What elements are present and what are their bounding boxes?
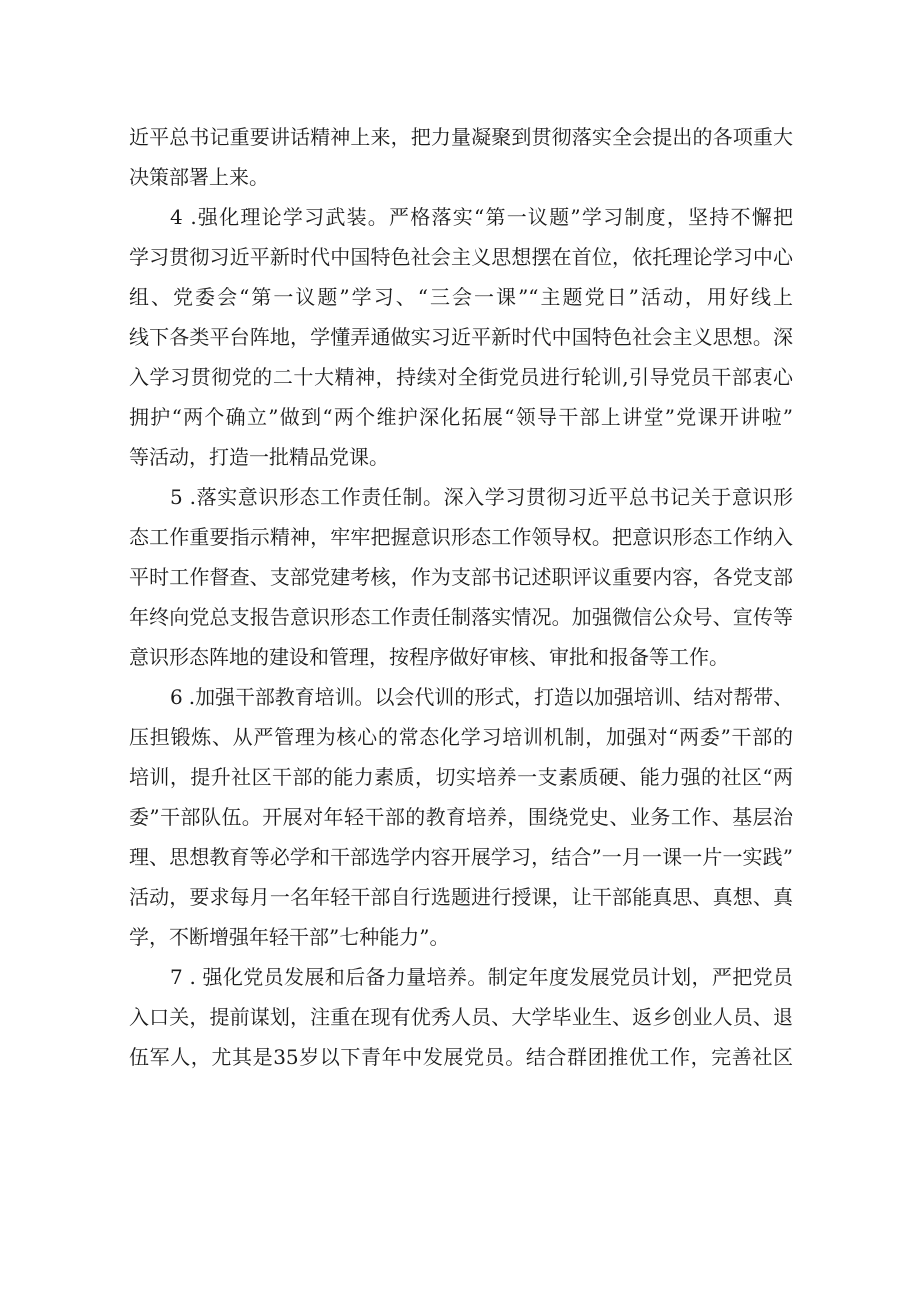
paragraph-line: 拥护“两个确立”做到“两个维护深化拓展“领导干部上讲堂”党课开讲啦” xyxy=(129,405,793,429)
paragraph-4-heading-line: 4 .强化理论学习武装。严格落实“第一议题”学习制度，坚持不懈把 xyxy=(170,205,793,229)
paragraph-line: 理、思想教育等必学和干部选学内容开展学习，结合”一月一课一片一实践” xyxy=(129,845,793,869)
paragraph-line: 态工作重要指示精神，牢牢把握意识形态工作领导权。把意识形态工作纳入 xyxy=(129,525,793,549)
paragraph-line: 年终向党总支报告意识形态工作责任制落实情况。加强微信公众号、宣传等 xyxy=(129,605,793,629)
paragraph-line: 入口关，提前谋划，注重在现有优秀人员、大学毕业生、返乡创业人员、退 xyxy=(129,1005,793,1029)
paragraph-line: 学，不断增强年轻干部”七种能力”。 xyxy=(129,925,450,949)
paragraph-line: 活动，要求每月一名年轻干部自行选题进行授课，让干部能真思、真想、真 xyxy=(129,885,793,909)
paragraph-line: 意识形态阵地的建设和管理，按程序做好审核、审批和报备等工作。 xyxy=(129,645,729,669)
paragraph-line: 委”干部队伍。开展对年轻干部的教育培养，围绕党史、业务工作、基层治 xyxy=(129,805,793,829)
paragraph-line: 压担锻炼、从严管理为核心的常态化学习培训机制，加强对“两委”干部的 xyxy=(129,725,793,749)
paragraph-7-heading-line: 7 . 强化党员发展和后备力量培养。制定年度发展党员计划，严把党员 xyxy=(170,965,793,989)
paragraph-line: 组、党委会“第一议题”学习、“三会一课”“主题党日”活动，用好线上 xyxy=(129,285,793,309)
paragraph-line: 伍军人，尤其是35岁以下青年中发展党员。结合群团推优工作，完善社区 xyxy=(129,1045,793,1069)
paragraph-line: 入学习贯彻党的二十大精神，持续对全街党员进行轮训,引导党员干部衷心 xyxy=(129,365,793,389)
paragraph-line: 决策部署上来。 xyxy=(129,165,269,189)
paragraph-6-heading-line: 6 .加强干部教育培训。以会代训的形式，打造以加强培训、结对帮带、 xyxy=(170,685,793,709)
paragraph-line: 近平总书记重要讲话精神上来，把力量凝聚到贯彻落实全会提出的各项重大 xyxy=(129,125,793,149)
paragraph-line: 学习贯彻习近平新时代中国特色社会主义思想摆在首位，依托理论学习中心 xyxy=(129,245,793,269)
paragraph-line: 等活动，打造一批精品党课。 xyxy=(129,445,389,469)
paragraph-line: 培训，提升社区干部的能力素质，切实培养一支素质硬、能力强的社区“两 xyxy=(129,765,793,789)
paragraph-line: 线下各类平台阵地，学懂弄通做实习近平新时代中国特色社会主义思想。深 xyxy=(129,325,793,349)
paragraph-line: 平时工作督查、支部党建考核，作为支部书记述职评议重要内容，各党支部 xyxy=(129,565,793,589)
paragraph-5-heading-line: 5 .落实意识形态工作责任制。深入学习贯彻习近平总书记关于意识形 xyxy=(170,485,793,509)
